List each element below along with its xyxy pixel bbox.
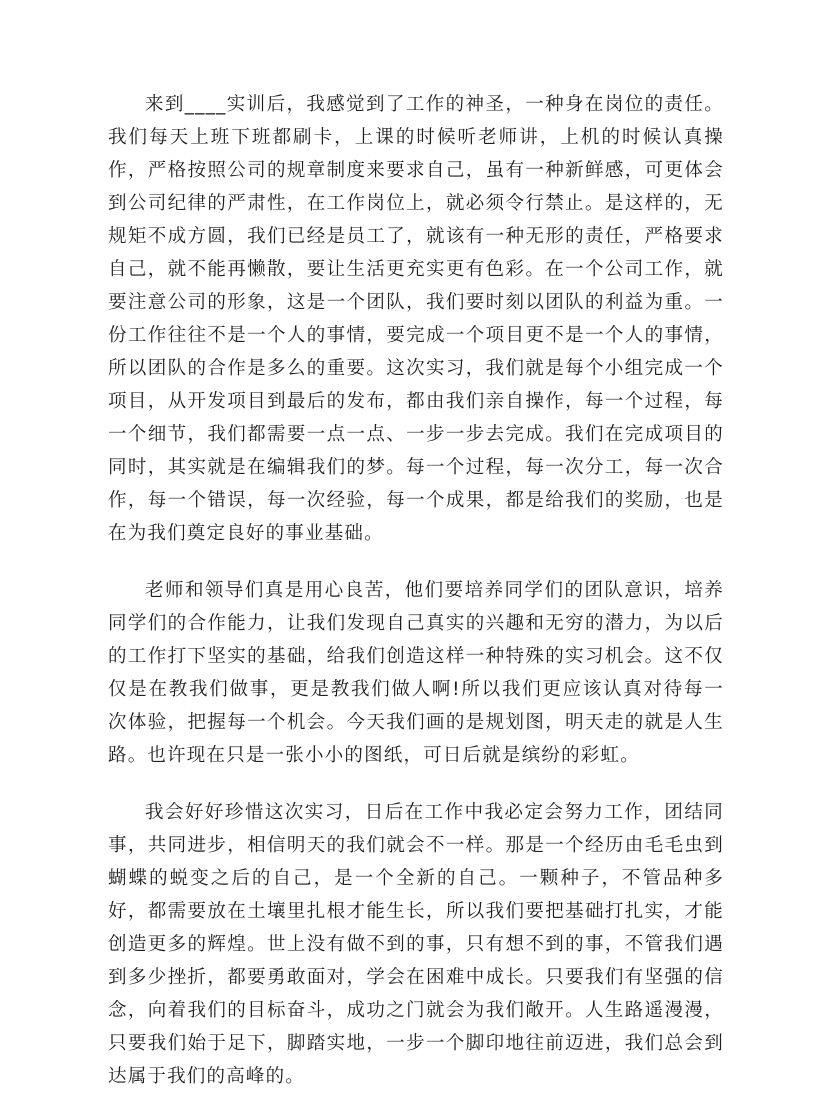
- document-body: [108, 88, 724, 1117]
- paragraph-3: 我会好好珍惜这次实习，日后在工作中我必定会努力工作，团结同事，共同进步，相信明天的我们就会不一样。那是一个经历由毛毛虫到蝴蝶的蜕变之后的自己，是一个全新的自己。一颗种子，不管品种多好，都需要放在土壤里扎根才能生长，所以我们要把基础打扎实，才能创造更多的辉煌。世上没有做不到的事，只有想不到的事，不管我们遇到多少挫折，都要勇敢面对，学会在困难中成长。只要我们有坚强的信念，向着我们的目标奋斗，成功之门就会为我们敞开。人生路遥漫漫，只要我们始于足下，脚踏实地，一步一个脚印地往前迈进，我们总会到达属于我们的高峰的。: [108, 802, 724, 1087]
- paragraph-2: 老师和领导们真是用心良苦，他们要培养同学们的团队意识，培养同学们的合作能力，让我们发现自己真实的兴趣和无穷的潜力，为以后的工作打下坚实的基础，给我们创造这样一种特殊的实习机会。这不仅仅是在教我们做事，更是教我们做人啊!所以我们更应该认真对待每一次体验，把握每一个机会。今天我们画的是规划图，明天走的就是人生路。也许现在只是一张小小的图纸，可日后就是缤纷的彩虹。: [108, 580, 724, 766]
- paragraph-1: 来到____实训后，我感觉到了工作的神圣，一种身在岗位的责任。我们每天上班下班都刷卡，上课的时候听老师讲，上机的时候认真操作，严格按照公司的规章制度来要求自己，虽有一种新鲜感，可更体会到公司纪律的严肃性，在工作岗位上，就必须令行禁止。是这样的，无规矩不成方圆，我们已经是员工了，就该有一种无形的责任，严格要求自己，就不能再懒散，要让生活更充实更有色彩。在一个公司工作，就要注意公司的形象，这是一个团队，我们要时刻以团队的利益为重。一份工作往往不是一个人的事情，要完成一个项目更不是一个人的事情，所以团队的合作是多么的重要。这次实习，我们就是每个小组完成一个项目，从开发项目到最后的发布，都由我们亲自操作，每一个过程，每一个细节，我们都需要一点一点、一步一步去完成。我们在完成项目的同时，其实就是在编辑我们的梦。每一个过程，每一次分工，每一次合作，每一个错误，每一次经验，每一个成果，都是给我们的奖励，也是在为我们奠定良好的事业基础。: [108, 94, 724, 544]
